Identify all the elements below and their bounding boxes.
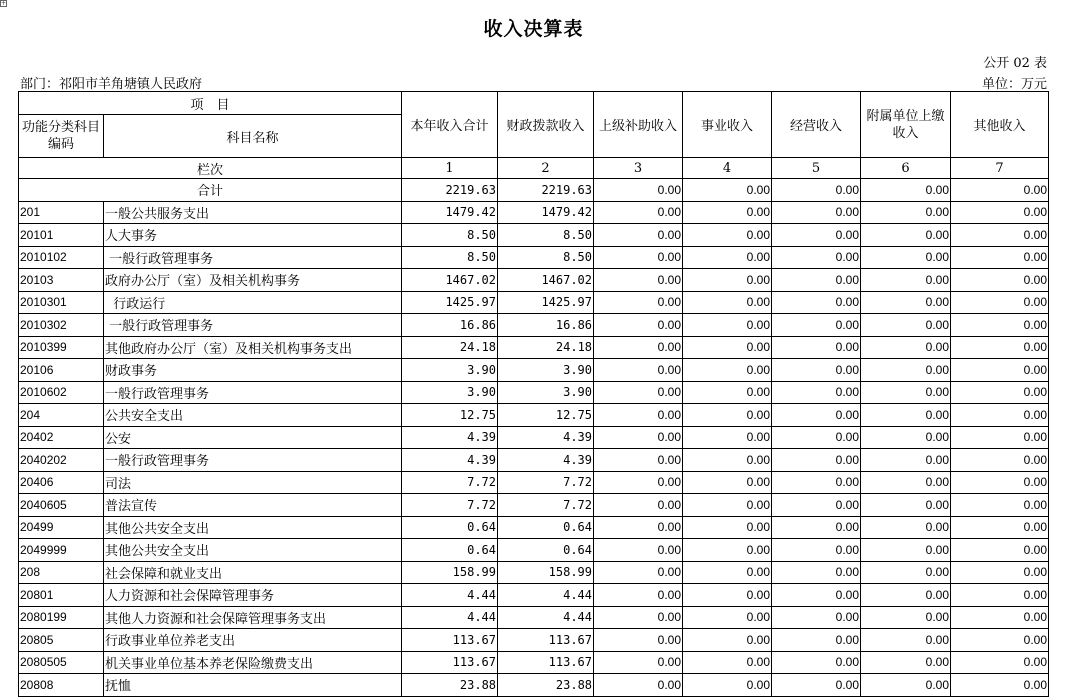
value-cell: 0.00: [683, 494, 772, 517]
total-value: 0.00: [951, 179, 1049, 202]
value-cell: 0.00: [772, 494, 861, 517]
value-cell: 0.00: [772, 539, 861, 562]
value-cell: 0.64: [402, 516, 498, 539]
value-cell: 0.00: [951, 606, 1049, 629]
value-cell: 0.00: [861, 651, 951, 674]
table-row: [19, 224, 1049, 247]
column-number: 2: [498, 158, 594, 179]
value-cell: 16.86: [402, 314, 498, 337]
value-cell: 23.88: [402, 674, 498, 697]
value-cell: 0.00: [594, 224, 683, 247]
table-row: [19, 606, 1049, 629]
value-cell: 0.00: [861, 201, 951, 224]
value-cell: 0.00: [594, 539, 683, 562]
value-cell: 0.00: [951, 224, 1049, 247]
value-cell: 0.00: [594, 336, 683, 359]
value-cell: 0.00: [772, 584, 861, 607]
func-code-cell: 201: [19, 201, 104, 224]
func-code-cell: 204: [19, 404, 104, 427]
func-code-cell: 20402: [19, 426, 104, 449]
value-cell: 0.00: [594, 651, 683, 674]
value-cell: 0.00: [772, 606, 861, 629]
column-number: 7: [951, 158, 1049, 179]
value-cell: 0.00: [683, 201, 772, 224]
value-cell: 0.00: [951, 381, 1049, 404]
income-table: [18, 91, 1049, 697]
subject-name-cell: 其他政府办公厅（室）及相关机构事务支出: [104, 336, 402, 359]
value-cell: 23.88: [498, 674, 594, 697]
subject-name-cell: 机关事业单位基本养老保险缴费支出: [104, 651, 402, 674]
value-cell: 0.00: [951, 269, 1049, 292]
value-cell: 0.00: [772, 629, 861, 652]
subject-name-cell: 司法: [104, 471, 402, 494]
table-row: [19, 426, 1049, 449]
value-cell: 0.00: [861, 539, 951, 562]
table-row: [19, 674, 1049, 697]
table-row: [19, 449, 1049, 472]
value-cell: 0.00: [772, 291, 861, 314]
value-cell: 0.00: [951, 651, 1049, 674]
column-number: 3: [594, 158, 683, 179]
value-cell: 0.64: [402, 539, 498, 562]
func-code-cell: 2010102: [19, 246, 104, 269]
value-cell: 158.99: [402, 561, 498, 584]
subject-name-cell: 一般行政管理事务: [104, 314, 402, 337]
value-cell: 0.00: [772, 314, 861, 337]
value-cell: 0.00: [772, 561, 861, 584]
table-row: [19, 651, 1049, 674]
total-value: 2219.63: [498, 179, 594, 202]
subject-name-cell: 一般行政管理事务: [104, 381, 402, 404]
func-code-cell: 2010302: [19, 314, 104, 337]
value-cell: 0.00: [594, 561, 683, 584]
value-cell: 113.67: [498, 651, 594, 674]
value-cell: 4.44: [498, 606, 594, 629]
value-cell: 0.00: [861, 224, 951, 247]
value-cell: 0.00: [861, 471, 951, 494]
value-cell: 0.00: [683, 539, 772, 562]
value-cell: 0.00: [594, 404, 683, 427]
value-cell: 1425.97: [498, 291, 594, 314]
value-cell: 0.00: [594, 269, 683, 292]
value-cell: 4.44: [498, 584, 594, 607]
value-cell: 0.00: [683, 224, 772, 247]
value-cell: 0.00: [683, 314, 772, 337]
value-cell: 0.00: [683, 561, 772, 584]
func-code-cell: 2080505: [19, 651, 104, 674]
value-cell: 0.00: [951, 471, 1049, 494]
value-cell: 0.00: [861, 494, 951, 517]
value-cell: 0.00: [861, 516, 951, 539]
table-row: [19, 629, 1049, 652]
value-cell: 0.00: [683, 629, 772, 652]
value-cell: 0.00: [861, 606, 951, 629]
value-cell: 1425.97: [402, 291, 498, 314]
value-cell: 0.00: [951, 314, 1049, 337]
func-code-cell: 20808: [19, 674, 104, 697]
value-cell: 0.00: [683, 404, 772, 427]
value-cell: 0.00: [594, 314, 683, 337]
value-cell: 0.00: [861, 449, 951, 472]
value-cell: 0.00: [951, 516, 1049, 539]
total-value: 0.00: [861, 179, 951, 202]
value-cell: 113.67: [402, 651, 498, 674]
value-cell: 1479.42: [498, 201, 594, 224]
value-cell: 0.00: [594, 426, 683, 449]
value-cell: 7.72: [402, 471, 498, 494]
value-cell: 1467.02: [402, 269, 498, 292]
value-cell: 0.00: [951, 561, 1049, 584]
value-cell: 0.64: [498, 539, 594, 562]
value-cell: 0.64: [498, 516, 594, 539]
value-cell: 0.00: [951, 359, 1049, 382]
func-code-cell: 2040605: [19, 494, 104, 517]
total-value: 0.00: [772, 179, 861, 202]
value-cell: 0.00: [594, 629, 683, 652]
table-row: [19, 269, 1049, 292]
func-code-cell: 20805: [19, 629, 104, 652]
header-func-code: 功能分类科目编码: [19, 115, 104, 158]
func-code-cell: 20406: [19, 471, 104, 494]
value-cell: 1479.42: [402, 201, 498, 224]
table-row: [19, 246, 1049, 269]
value-cell: 113.67: [402, 629, 498, 652]
value-cell: 4.44: [402, 606, 498, 629]
header-subject-name: 科目名称: [104, 115, 402, 158]
header-item: 项 目: [19, 92, 402, 115]
value-cell: 158.99: [498, 561, 594, 584]
value-cell: 113.67: [498, 629, 594, 652]
table-row: [19, 539, 1049, 562]
value-cell: 0.00: [683, 246, 772, 269]
value-cell: 0.00: [594, 201, 683, 224]
value-cell: 0.00: [683, 584, 772, 607]
subject-name-cell: 行政事业单位养老支出: [104, 629, 402, 652]
value-cell: 0.00: [951, 539, 1049, 562]
value-cell: 4.44: [402, 584, 498, 607]
subject-name-cell: 其他人力资源和社会保障管理事务支出: [104, 606, 402, 629]
func-code-cell: 20106: [19, 359, 104, 382]
value-cell: 0.00: [951, 404, 1049, 427]
value-cell: 0.00: [951, 629, 1049, 652]
column-number: 5: [772, 158, 861, 179]
value-cell: 0.00: [772, 516, 861, 539]
table-row: [19, 516, 1049, 539]
value-cell: 0.00: [861, 584, 951, 607]
value-cell: 0.00: [951, 201, 1049, 224]
value-cell: 8.50: [498, 246, 594, 269]
func-code-cell: 2080199: [19, 606, 104, 629]
value-cell: 0.00: [772, 426, 861, 449]
value-cell: 0.00: [951, 426, 1049, 449]
value-cell: 0.00: [951, 674, 1049, 697]
value-cell: 0.00: [772, 449, 861, 472]
value-cell: 0.00: [683, 471, 772, 494]
func-code-cell: 20101: [19, 224, 104, 247]
value-cell: 0.00: [594, 674, 683, 697]
page-title: 收入决算表: [483, 18, 584, 40]
value-cell: 24.18: [498, 336, 594, 359]
value-cell: 0.00: [594, 584, 683, 607]
value-cell: 0.00: [683, 516, 772, 539]
value-cell: 7.72: [402, 494, 498, 517]
value-cell: 0.00: [861, 381, 951, 404]
table-row: [19, 561, 1049, 584]
value-cell: 0.00: [772, 269, 861, 292]
value-cell: 0.00: [861, 629, 951, 652]
value-cell: 0.00: [594, 449, 683, 472]
header-row-label: 栏次: [19, 158, 402, 179]
value-cell: 1467.02: [498, 269, 594, 292]
value-cell: 0.00: [772, 246, 861, 269]
value-cell: 0.00: [772, 201, 861, 224]
value-cell: 0.00: [683, 381, 772, 404]
header-col-2: 财政拨款收入: [498, 92, 594, 158]
total-value: 0.00: [683, 179, 772, 202]
value-cell: 0.00: [951, 449, 1049, 472]
subject-name-cell: 人大事务: [104, 224, 402, 247]
value-cell: 0.00: [861, 314, 951, 337]
subject-name-cell: 公安: [104, 426, 402, 449]
subject-name-cell: 公共安全支出: [104, 404, 402, 427]
corner-expand-icon[interactable]: +: [1, 0, 7, 7]
value-cell: 0.00: [772, 404, 861, 427]
value-cell: 3.90: [402, 381, 498, 404]
table-row: [19, 404, 1049, 427]
column-number: 6: [861, 158, 951, 179]
column-number: 4: [683, 158, 772, 179]
value-cell: 0.00: [594, 516, 683, 539]
header-col-1: 本年收入合计: [402, 92, 498, 158]
value-cell: 0.00: [861, 291, 951, 314]
subject-name-cell: 一般行政管理事务: [104, 449, 402, 472]
value-cell: 0.00: [772, 381, 861, 404]
department-label: 部门：祁阳市羊角塘镇人民政府: [20, 77, 203, 92]
value-cell: 0.00: [683, 269, 772, 292]
subject-name-cell: 社会保障和就业支出: [104, 561, 402, 584]
column-number: 1: [402, 158, 498, 179]
table-row: [19, 494, 1049, 517]
subject-name-cell: 其他公共安全支出: [104, 539, 402, 562]
value-cell: 12.75: [498, 404, 594, 427]
total-value: 0.00: [594, 179, 683, 202]
header-col-7: 其他收入: [951, 92, 1049, 158]
value-cell: 0.00: [594, 291, 683, 314]
value-cell: 0.00: [861, 674, 951, 697]
total-label: 合计: [19, 179, 402, 202]
value-cell: 0.00: [772, 224, 861, 247]
value-cell: 0.00: [683, 426, 772, 449]
unit-label: 单位：万元: [981, 77, 1047, 92]
value-cell: 0.00: [861, 336, 951, 359]
value-cell: 0.00: [683, 359, 772, 382]
header-col-4: 事业收入: [683, 92, 772, 158]
value-cell: 0.00: [772, 651, 861, 674]
value-cell: 0.00: [683, 651, 772, 674]
value-cell: 0.00: [951, 584, 1049, 607]
value-cell: 0.00: [861, 404, 951, 427]
table-row: [19, 201, 1049, 224]
subject-name-cell: 一般公共服务支出: [104, 201, 402, 224]
value-cell: 0.00: [861, 426, 951, 449]
value-cell: 0.00: [683, 606, 772, 629]
subject-name-cell: 财政事务: [104, 359, 402, 382]
value-cell: 0.00: [951, 291, 1049, 314]
header-col-5: 经营收入: [772, 92, 861, 158]
func-code-cell: 2049999: [19, 539, 104, 562]
table-row: [19, 471, 1049, 494]
func-code-cell: 20801: [19, 584, 104, 607]
value-cell: 0.00: [594, 471, 683, 494]
value-cell: 0.00: [861, 246, 951, 269]
value-cell: 0.00: [951, 246, 1049, 269]
func-code-cell: 2010602: [19, 381, 104, 404]
total-row: [19, 179, 1049, 202]
value-cell: 3.90: [498, 381, 594, 404]
func-code-cell: 20499: [19, 516, 104, 539]
header-col-6: 附属单位上缴收入: [861, 92, 951, 158]
value-cell: 3.90: [498, 359, 594, 382]
value-cell: 0.00: [772, 674, 861, 697]
value-cell: 0.00: [951, 494, 1049, 517]
value-cell: 0.00: [861, 269, 951, 292]
func-code-cell: 2040202: [19, 449, 104, 472]
subject-name-cell: 政府办公厅（室）及相关机构事务: [104, 269, 402, 292]
value-cell: 0.00: [683, 674, 772, 697]
value-cell: 0.00: [772, 359, 861, 382]
form-code: 公开 02 表: [983, 56, 1047, 71]
func-code-cell: 208: [19, 561, 104, 584]
value-cell: 0.00: [772, 336, 861, 359]
value-cell: 0.00: [683, 449, 772, 472]
value-cell: 0.00: [594, 606, 683, 629]
func-code-cell: 20103: [19, 269, 104, 292]
value-cell: 4.39: [498, 449, 594, 472]
subject-name-cell: 人力资源和社会保障管理事务: [104, 584, 402, 607]
value-cell: 8.50: [402, 246, 498, 269]
value-cell: 8.50: [498, 224, 594, 247]
table-row: [19, 381, 1049, 404]
table-row: [19, 359, 1049, 382]
value-cell: 0.00: [861, 561, 951, 584]
value-cell: 0.00: [683, 291, 772, 314]
value-cell: 0.00: [861, 359, 951, 382]
table-row: [19, 314, 1049, 337]
func-code-cell: 2010301: [19, 291, 104, 314]
value-cell: 3.90: [402, 359, 498, 382]
value-cell: 0.00: [683, 336, 772, 359]
value-cell: 7.72: [498, 494, 594, 517]
subject-name-cell: 行政运行: [104, 291, 402, 314]
subject-name-cell: 普法宣传: [104, 494, 402, 517]
value-cell: 24.18: [402, 336, 498, 359]
value-cell: 4.39: [402, 426, 498, 449]
subject-name-cell: 抚恤: [104, 674, 402, 697]
table-row: [19, 584, 1049, 607]
value-cell: 0.00: [594, 359, 683, 382]
table-row: [19, 291, 1049, 314]
value-cell: 0.00: [594, 246, 683, 269]
value-cell: 7.72: [498, 471, 594, 494]
subject-name-cell: 一般行政管理事务: [104, 246, 402, 269]
value-cell: 8.50: [402, 224, 498, 247]
value-cell: 4.39: [498, 426, 594, 449]
value-cell: 16.86: [498, 314, 594, 337]
total-value: 2219.63: [402, 179, 498, 202]
value-cell: 4.39: [402, 449, 498, 472]
value-cell: 0.00: [772, 471, 861, 494]
table-row: [19, 336, 1049, 359]
subject-name-cell: 其他公共安全支出: [104, 516, 402, 539]
value-cell: 0.00: [594, 381, 683, 404]
value-cell: 0.00: [594, 494, 683, 517]
value-cell: 0.00: [951, 336, 1049, 359]
header-col-3: 上级补助收入: [594, 92, 683, 158]
func-code-cell: 2010399: [19, 336, 104, 359]
value-cell: 12.75: [402, 404, 498, 427]
